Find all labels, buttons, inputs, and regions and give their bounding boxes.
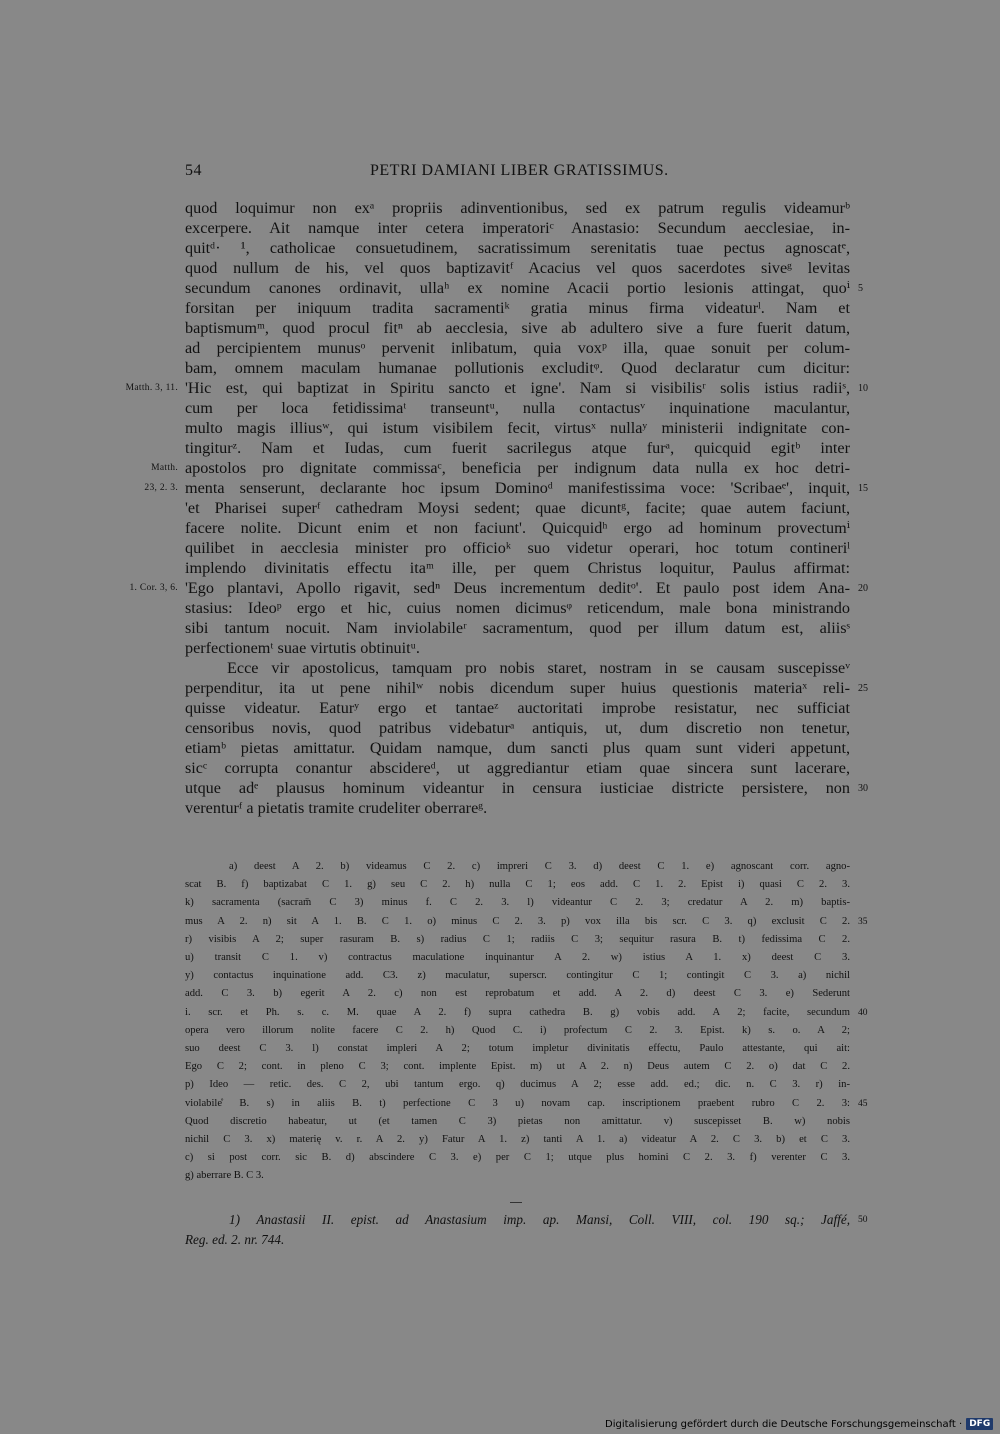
- text-line: Ecce vir apostolicus, tamquam pro nobis staret, nostram in se causam suscepisseᵛ: [227, 659, 850, 677]
- text-line: tingiturᶻ. Nam et Iudas, cum fuerit sacrilegus atque furᵃ, quicquid egitᵇ inter: [185, 439, 850, 457]
- text-line: secundum canones ordinavit, ullaʰ ex nomine Acacii portio lesionis attingat, quoⁱ: [185, 279, 850, 297]
- line-number: 15: [858, 483, 868, 494]
- margin-note: 1. Cor. 3, 6.: [129, 583, 178, 593]
- dfg-logo-icon: DFG: [966, 1418, 993, 1430]
- footnote-line: p) Ideo — retic. des. C 2, ubi tantum ergo. q) ducimus A 2; esse add. ed.; dic. n. C 3. r) in-: [185, 1079, 850, 1091]
- footnote-line: opera vero illorum nolite facere C 2. h) Quod C. i) profectum C 2. 3. Epist. k) s. o. A 2;: [185, 1024, 850, 1036]
- text-line: ad percipientem munusᵒ pervenit inlibatum, quia voxᵖ illa, quae sonuit per colum-: [185, 339, 850, 357]
- reference-line-number: 50: [858, 1215, 868, 1225]
- text-line: excerpere. Ait namque inter cetera imperatoriᶜ Anastasio: Secundum aecclesiae, in-: [185, 219, 850, 237]
- footnote-line: a) deest A 2. b) videamus C 2. c) impreri C 3. d) deest C 1. e) agnoscant corr. agno-: [229, 861, 850, 872]
- text-line: quod loquimur non exᵃ propriis adinventionibus, sed ex patrum regulis videamurᵇ: [185, 199, 850, 217]
- text-line: baptismumᵐ, quod procul fitⁿ ab aecclesia, sive ab adultero sive a fure fuerit datum,: [185, 319, 850, 337]
- footnote-line: violabile̊ B. s) in aliis B. t) perfectione C 3 u) novam cap. inscriptionem praebent rubro C 2. 3:: [185, 1097, 850, 1109]
- text-line: perpenditur, ita ut pene nihilʷ nobis dicendum super huius questionis materiaˣ reli-: [185, 679, 850, 697]
- footnote-line: r) visibis A 2; super rasuram B. s) radius C 1; radiis C 3; sequitur rasura B. t) fedissima C 2.: [185, 933, 850, 945]
- text-line: cum per loca fetidissimaᵗ transeuntᵘ, nulla contactusᵛ inquinatione maculantur,: [185, 399, 850, 417]
- divider: [510, 1202, 522, 1203]
- reference-line: 1) Anastasii II. epist. ad Anastasium imp. ap. Mansi, Coll. VIII, col. 190 sq.; Jaffé,: [229, 1212, 850, 1227]
- footer: [605, 1417, 993, 1431]
- text-line: 'Ego plantavi, Apollo rigavit, sedⁿ Deus incrementum deditᵒ'. Et paulo post idem Ana-: [185, 579, 850, 597]
- line-number: 5: [858, 283, 863, 294]
- text-line: forsitan per iniquum tradita sacramentiᵏ gratia minus firma videaturˡ. Nam et: [185, 299, 850, 317]
- footnote-line: Ego C 2; cont. in pleno C 3; cont. implente Epist. m) ut A 2. n) Deus autem C 2. o) dat C 2.: [185, 1061, 850, 1073]
- footnote-line: c) si post corr. sic B. d) abscindere C 3. e) per C 1; utque plus homini C 2. 3. f) verenter C 3.: [185, 1152, 850, 1164]
- footnote-line: i. scr. et Ph. s. c. M. quae A 2. f) supra cathedra B. g) vobis add. A 2; facite, secundum: [185, 1006, 850, 1018]
- page-number: 54: [185, 162, 202, 179]
- text-line: 'Hic est, qui baptizat in Spiritu sancto et igne'. Nam si visibilisʳ solis istius radiiˢ,: [185, 379, 850, 397]
- line-number: 10: [858, 383, 868, 394]
- text-line: implendo divinitatis effectu itaᵐ ille, per quem Christus loquitur, Paulus affirmat:: [185, 559, 850, 577]
- reference-line: Reg. ed. 2. nr. 744.: [185, 1232, 285, 1247]
- footnote-line: Quod discretio habeatur, ut (et tamen C 3) pietas non amittatur. v) suscepisset B. w) nobis: [185, 1115, 850, 1127]
- text-line: sicᶜ corrupta conantur abscidereᵈ, ut aggrediantur etiam quae sincera sunt lacerare,: [185, 759, 850, 777]
- footnote-line: u) transit C 1. v) contractus maculatione inquinantur A 2. w) istius A 1. x) deest C 3.: [185, 952, 850, 963]
- margin-note: Matth.: [151, 463, 178, 473]
- footnote-line: nichil C 3. x) materię v. r. A 2. y) Fatur A 1. z) tanti A 1. a) videatur A 2. C 3. b) et C 3.: [185, 1134, 850, 1145]
- text-line: quisse videatur. Eaturʸ ergo et tantaeᶻ auctoritati improbe resistatur, nec sufficiat: [185, 699, 850, 717]
- footnote-line-number: 40: [858, 1007, 868, 1018]
- margin-note: 23, 2. 3.: [144, 483, 178, 493]
- footnote-line: suo deest C 3. l) constat impleri A 2; totum impletur divinitatis effectu, Paulo attestante, qui ait:: [185, 1043, 850, 1054]
- text-line: bam, omnem maculam humanae pollutionis excluditᵠ. Quod declaratur cum dicitur:: [185, 359, 850, 377]
- text-line: multo magis illiusʷ, qui istum visibilem fecit, virtusˣ nullaʸ ministerii indignitate con-: [185, 419, 850, 437]
- text-line: stasius: Ideoᵖ ergo et hic, cuius nomen dicimusᵠ reticendum, male bona ministrando: [185, 599, 850, 617]
- text-line: etiamᵇ pietas amittatur. Quidam namque, dum sancti plus quam sunt videri appetunt,: [185, 739, 850, 757]
- text-line: perfectionemᵗ suae virtutis obtinuitᵘ.: [185, 639, 420, 657]
- footer-text: Digitalisierung gefördert durch die Deutsche Forschungsgemeinschaft ·: [605, 1418, 963, 1430]
- footnote-line: add. C 3. b) egerit A 2. c) non est reprobatum et add. A 2. d) deest C 3. e) Sederunt: [185, 988, 850, 1000]
- text-line: apostolos pro dignitate commissaᶜ, beneficia per indignum data nulla ex hoc detri-: [185, 459, 850, 477]
- line-number: 30: [858, 783, 868, 794]
- text-line: quod nullum de his, vel quos baptizavitᶠ Acacius vel quos sacerdotes siveᵍ levitas: [185, 259, 850, 277]
- line-number: 25: [858, 683, 868, 694]
- footnote-line: mus A 2. n) sit A 1. B. C 1. o) minus C 2. 3. p) vox illa bis scr. C 3. q) exclusit C 2.: [185, 915, 850, 927]
- text-line: menta senserunt, declarante hoc ipsum Dominoᵈ manifestissima voce: 'Scribaeᵉ', inquit,: [185, 479, 850, 497]
- footnote-line-number: 45: [858, 1098, 868, 1109]
- text-line: facere nolite. Dicunt enim et non faciunt'. Quicquidʰ ergo ad hominum provectumⁱ: [185, 519, 850, 537]
- footnote-line: k) sacramenta (sacram̄ C 3) minus f. C 2. 3. l) videantur C 2. 3; credatur A 2. m) baptis-: [185, 897, 850, 909]
- text-line: quitᵈ· ¹, catholicae consuetudinem, sacratissimum serenitatis tuae pectus agnoscatᵉ,: [185, 239, 850, 257]
- text-line: sibi tantum nocuit. Nam inviolabileʳ sacramentum, quod per illum datum est, aliisˢ: [185, 619, 850, 637]
- running-title: PETRI DAMIANI LIBER GRATISSIMUS.: [370, 162, 669, 179]
- text-line: utque adᵉ plausus hominum videantur in censura iusticiae districte persistere, non: [185, 779, 850, 797]
- text-line: censoribus novis, quod patribus videbaturᵃ antiquis, ut, dum discretio non tenetur,: [185, 719, 850, 737]
- text-line: 'et Pharisei superᶠ cathedram Moysi sedent; quae dicuntᵍ, facite; quae autem faciunt,: [185, 499, 850, 517]
- footnote-line: g) aberrare B. C 3.: [185, 1170, 264, 1182]
- footnote-line: scat B. f) baptizabat C 1. g) seu C 2. h) nulla C 1; eos add. C 1. 2. Epist i) quasi C 2. 3.: [185, 879, 850, 891]
- footnote-line-number: 35: [858, 916, 868, 927]
- text-line: verenturᶠ a pietatis tramite crudeliter oberrareᵍ.: [185, 799, 488, 817]
- footnote-line: y) contactus inquinatione add. C3. z) maculatur, superscr. contingitur C 1; contingit C 3. a) nichil: [185, 970, 850, 982]
- margin-note: Matth. 3, 11.: [125, 383, 178, 393]
- text-line: quilibet in aecclesia minister pro officioᵏ suo videtur operari, hoc totum contineriˡ: [185, 539, 850, 557]
- line-number: 20: [858, 583, 868, 594]
